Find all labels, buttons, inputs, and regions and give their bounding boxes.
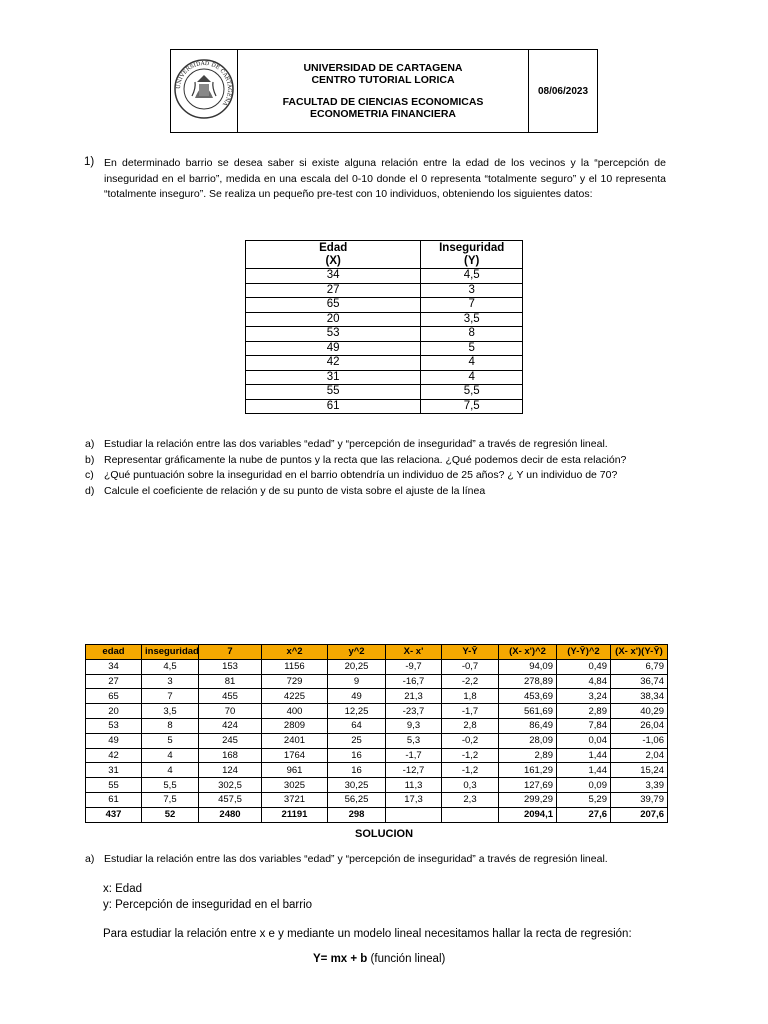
calc-cell: 5,29 (557, 792, 611, 807)
header-date: 08/06/2023 (529, 50, 598, 133)
header-course: ECONOMETRIA FINANCIERA (309, 108, 457, 120)
cell-edad: 42 (246, 356, 421, 371)
question-letter: c) (85, 469, 94, 481)
calculation-table-header (86, 645, 668, 660)
calc-cell: 1156 (262, 659, 328, 674)
calc-cell: 64 (328, 718, 386, 733)
calc-cell: 11,3 (386, 778, 442, 793)
calc-header-cell: Y-Ȳ (442, 645, 499, 660)
calc-cell: -0,2 (442, 733, 499, 748)
calc-table-row (86, 748, 668, 763)
calc-cell: 16 (328, 748, 386, 763)
calc-cell: 453,69 (499, 689, 557, 704)
calc-cell: 9 (328, 674, 386, 689)
calc-cell: 3025 (262, 778, 328, 793)
calc-cell: -0,7 (442, 659, 499, 674)
question-text: Representar gráficamente la nube de puntos y la recta que las relaciona. ¿Qué podemos decir de esta relación? (104, 453, 627, 466)
calc-cell: -9,7 (386, 659, 442, 674)
cell-inseguridad: 7 (421, 298, 523, 313)
calc-cell: 5,3 (386, 733, 442, 748)
calc-cell: 2,89 (557, 704, 611, 719)
calc-cell: 424 (199, 718, 262, 733)
calc-cell: 3,39 (611, 778, 668, 793)
calc-cell: 302,5 (199, 778, 262, 793)
calc-cell: 8 (142, 718, 199, 733)
data-table-row (246, 283, 523, 298)
question-letter: d) (85, 484, 95, 497)
calc-cell: 34 (86, 659, 142, 674)
question-text: ¿Qué puntuación sobre la inseguridad en el barrio obtendría un individuo de 25 años? ¿ Y un individuo de 70? (104, 469, 618, 481)
cell-inseguridad: 5,5 (421, 385, 523, 400)
cell-edad: 20 (246, 312, 421, 327)
calc-cell: 729 (262, 674, 328, 689)
calc-cell: 38,34 (611, 689, 668, 704)
calc-header-cell: x^2 (262, 645, 328, 660)
calc-cell: 39,79 (611, 792, 668, 807)
calc-total-cell: 298 (328, 807, 386, 822)
calc-table-row (86, 778, 668, 793)
calc-table-row (86, 674, 668, 689)
cell-edad: 53 (246, 327, 421, 342)
regression-equation (313, 953, 445, 965)
calc-table-row (86, 689, 668, 704)
cell-edad: 55 (246, 385, 421, 400)
header-faculty: FACULTAD DE CIENCIAS ECONOMICAS (282, 96, 484, 108)
calc-total-cell: 21191 (262, 807, 328, 822)
calc-cell: 0,3 (442, 778, 499, 793)
data-table-row (246, 356, 523, 371)
calc-total-cell: 52 (142, 807, 199, 822)
calc-cell: 4 (142, 748, 199, 763)
question-list (85, 437, 626, 499)
calc-cell: 31 (86, 763, 142, 778)
calc-cell: 42 (86, 748, 142, 763)
calc-cell: 7 (142, 689, 199, 704)
calc-cell: -1,06 (611, 733, 668, 748)
calc-table-row (86, 659, 668, 674)
calc-header-cell: edad (86, 645, 142, 660)
solution-a-letter: a) (85, 853, 95, 865)
calc-cell: 36,74 (611, 674, 668, 689)
calc-header-cell: y^2 (328, 645, 386, 660)
calc-cell: 4225 (262, 689, 328, 704)
cell-edad: 27 (246, 283, 421, 298)
calc-cell: 17,3 (386, 792, 442, 807)
question-item (85, 437, 626, 453)
calc-cell: -2,2 (442, 674, 499, 689)
calc-cell: 2809 (262, 718, 328, 733)
calc-cell: 3 (142, 674, 199, 689)
data-table-row (246, 399, 523, 414)
col-inseguridad-header: Inseguridad (Y) (421, 241, 523, 269)
calc-header-cell: X- x' (386, 645, 442, 660)
calc-cell: 455 (199, 689, 262, 704)
calc-header-cell: 7 (199, 645, 262, 660)
solution-question-a (85, 853, 608, 865)
cell-edad: 34 (246, 269, 421, 284)
calc-cell: 278,89 (499, 674, 557, 689)
calc-cell: -16,7 (386, 674, 442, 689)
col-edad-header: Edad (X) (246, 241, 421, 269)
calc-total-cell: 27,6 (557, 807, 611, 822)
calc-table-row (86, 792, 668, 807)
document-header (170, 49, 598, 133)
cell-inseguridad: 8 (421, 327, 523, 342)
data-table-row (246, 370, 523, 385)
calc-cell: 21,3 (386, 689, 442, 704)
calc-cell: 127,69 (499, 778, 557, 793)
cell-edad: 65 (246, 298, 421, 313)
calc-cell: 3721 (262, 792, 328, 807)
calc-total-cell (442, 807, 499, 822)
calc-cell: 2,04 (611, 748, 668, 763)
data-table-row (246, 341, 523, 356)
header-titles (238, 50, 529, 133)
question-letter: b) (85, 453, 95, 466)
calc-cell: -1,2 (442, 763, 499, 778)
calc-cell: 457,5 (199, 792, 262, 807)
calc-cell: 20 (86, 704, 142, 719)
question-item (85, 484, 626, 500)
calc-cell: 4,5 (142, 659, 199, 674)
calc-total-cell: 2480 (199, 807, 262, 822)
calc-cell: 16 (328, 763, 386, 778)
calc-cell: 81 (199, 674, 262, 689)
calc-cell: 26,04 (611, 718, 668, 733)
regression-paragraph: Para estudiar la relación entre x e y mediante un modelo lineal necesitamos hallar la recta de regresión: (103, 928, 632, 940)
data-table-row (246, 312, 523, 327)
calc-cell: 1,44 (557, 748, 611, 763)
cell-edad: 61 (246, 399, 421, 414)
calc-cell: 561,69 (499, 704, 557, 719)
question-text: Calcule el coeficiente de relación y de su punto de vista sobre el ajuste de la línea (104, 484, 486, 497)
calc-table-row (86, 763, 668, 778)
calc-cell: 56,25 (328, 792, 386, 807)
calc-cell: 15,24 (611, 763, 668, 778)
calc-cell: -1,7 (442, 704, 499, 719)
question-text: Estudiar la relación entre las dos variables “edad” y “percepción de inseguridad” a través de regresión lineal. (104, 438, 608, 450)
cell-edad: 49 (246, 341, 421, 356)
calc-cell: 7,5 (142, 792, 199, 807)
variable-definitions (103, 881, 312, 913)
calc-header-cell: (Y-Ȳ)^2 (557, 645, 611, 660)
calc-cell: 53 (86, 718, 142, 733)
calc-cell: 28,09 (499, 733, 557, 748)
calc-cell: -1,2 (442, 748, 499, 763)
header-center: CENTRO TUTORIAL LORICA (311, 74, 455, 86)
cell-inseguridad: 4 (421, 370, 523, 385)
university-seal-icon (173, 58, 235, 120)
calc-cell: 5,5 (142, 778, 199, 793)
calc-cell: 5 (142, 733, 199, 748)
calc-cell: 0,04 (557, 733, 611, 748)
cell-inseguridad: 4 (421, 356, 523, 371)
calc-table-row (86, 733, 668, 748)
calc-cell: 70 (199, 704, 262, 719)
calc-cell: -1,7 (386, 748, 442, 763)
calc-cell: 6,79 (611, 659, 668, 674)
calc-cell: 55 (86, 778, 142, 793)
calc-cell: 20,25 (328, 659, 386, 674)
problem-number: 1) (84, 156, 95, 168)
calc-cell: 65 (86, 689, 142, 704)
cell-edad: 31 (246, 370, 421, 385)
calc-header-cell: inseguridad (142, 645, 199, 660)
logo-cell (171, 50, 238, 133)
question-item (85, 453, 626, 469)
calc-cell: 2,89 (499, 748, 557, 763)
calc-cell: 961 (262, 763, 328, 778)
data-table-row (246, 327, 523, 342)
calc-cell: 2401 (262, 733, 328, 748)
calc-total-cell: 2094,1 (499, 807, 557, 822)
calc-cell: 94,09 (499, 659, 557, 674)
calc-cell: 2,3 (442, 792, 499, 807)
y-definition: y: Percepción de inseguridad en el barrio (103, 899, 313, 911)
calc-cell: 30,25 (328, 778, 386, 793)
calc-cell: 299,29 (499, 792, 557, 807)
calculation-table (85, 644, 668, 823)
calc-cell: 4,84 (557, 674, 611, 689)
problem-text: En determinado barrio se desea saber si existe alguna relación entre la edad de los vecinos y la “percepción de inseguridad en el barrio”, medida en una escala del 0-10 donde el 0 representa “totalmente seguro” y el 10 representa “totalmente inseguro”. Se realiza un pequeño pre-test con 10 individuos, obteniendo los siguientes datos: (104, 157, 666, 200)
calc-cell: 27 (86, 674, 142, 689)
data-table-row (246, 385, 523, 400)
calc-cell: 1,8 (442, 689, 499, 704)
calc-cell: 153 (199, 659, 262, 674)
calc-cell: 49 (328, 689, 386, 704)
solution-a-text: Estudiar la relación entre las dos variables “edad” y “percepción de inseguridad” a través de regresión lineal. (104, 853, 608, 865)
calc-cell: 1,44 (557, 763, 611, 778)
cell-inseguridad: 5 (421, 341, 523, 356)
cell-inseguridad: 4,5 (421, 269, 523, 284)
calc-cell: 7,84 (557, 718, 611, 733)
calc-cell: 245 (199, 733, 262, 748)
data-table-header (246, 241, 523, 269)
calc-cell: 40,29 (611, 704, 668, 719)
calc-cell: 12,25 (328, 704, 386, 719)
data-table-row (246, 269, 523, 284)
calc-cell: 0,09 (557, 778, 611, 793)
header-university: UNIVERSIDAD DE CARTAGENA (303, 62, 463, 74)
calc-totals-row (86, 807, 668, 822)
calc-total-cell: 207,6 (611, 807, 668, 822)
calc-cell: 61 (86, 792, 142, 807)
calc-table-row (86, 704, 668, 719)
equation-note: (función lineal) (370, 953, 446, 965)
calc-cell: -12,7 (386, 763, 442, 778)
calc-total-cell (386, 807, 442, 822)
calc-cell: 4 (142, 763, 199, 778)
calc-cell: 1764 (262, 748, 328, 763)
calc-cell: 3,24 (557, 689, 611, 704)
calc-cell: 2,8 (442, 718, 499, 733)
cell-inseguridad: 3 (421, 283, 523, 298)
calc-header-cell: (X- x')(Y-Ȳ) (611, 645, 668, 660)
calc-cell: 124 (199, 763, 262, 778)
calc-header-cell: (X- x')^2 (499, 645, 557, 660)
calc-cell: 49 (86, 733, 142, 748)
seal-lettering: UNIVERSIDAD DE CARTAGENA (175, 60, 233, 107)
calc-total-cell: 437 (86, 807, 142, 822)
cell-inseguridad: 3,5 (421, 312, 523, 327)
question-letter: a) (85, 438, 95, 450)
calc-table-row (86, 718, 668, 733)
calc-cell: 161,29 (499, 763, 557, 778)
question-item (85, 468, 626, 484)
data-table-row (246, 298, 523, 313)
data-table (245, 240, 523, 414)
calc-cell: 0,49 (557, 659, 611, 674)
equation-formula: Y= mx + b (313, 953, 368, 965)
calc-cell: 25 (328, 733, 386, 748)
calc-cell: -23,7 (386, 704, 442, 719)
calc-cell: 86,49 (499, 718, 557, 733)
cell-inseguridad: 7,5 (421, 399, 523, 414)
solution-title: SOLUCION (355, 828, 414, 840)
calc-cell: 9,3 (386, 718, 442, 733)
calc-cell: 400 (262, 704, 328, 719)
x-definition: x: Edad (103, 883, 142, 895)
calc-cell: 3,5 (142, 704, 199, 719)
calc-cell: 168 (199, 748, 262, 763)
